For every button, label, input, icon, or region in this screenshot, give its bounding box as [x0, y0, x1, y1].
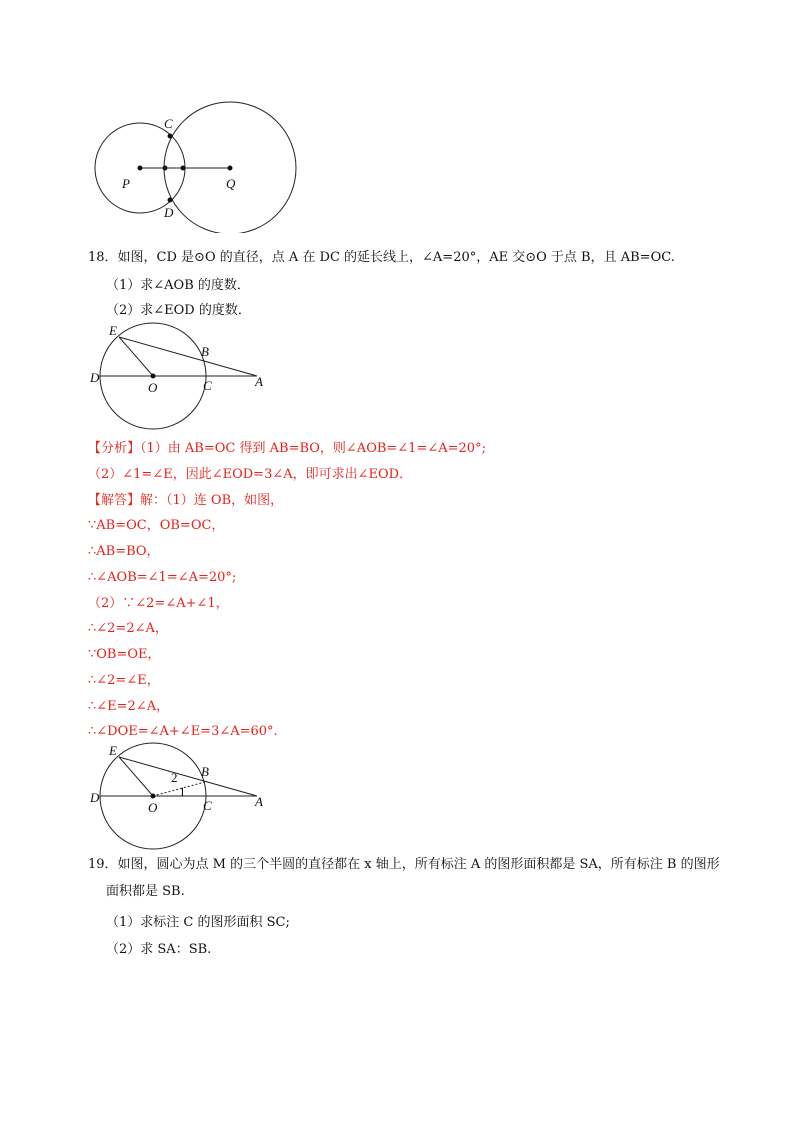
- q18-sub1: （1）求∠AOB 的度数．: [106, 278, 250, 293]
- q18-stem-text: 如图，CD 是⊙O 的直径，点 A 在 DC 的延长线上，∠A=20°，AE 交⊙O 于点 B，且 AB=OC.: [117, 250, 675, 265]
- q19-stem-text-1: 如图，圆心为点 M 的三个半圆的直径都在 x 轴上，所有标注 A 的图形面积都是 SA，所有标注 B 的图形: [117, 857, 720, 872]
- label-c: C: [164, 116, 173, 131]
- q19-sub2: （2）求 SA：SB.: [106, 942, 212, 957]
- line-ea: [119, 757, 257, 796]
- label-o: O: [148, 800, 158, 815]
- analysis-tag: 【分析】: [88, 441, 141, 456]
- point-o: [151, 374, 156, 379]
- label-a: A: [255, 374, 263, 389]
- point-d: [168, 198, 173, 203]
- point-o: [151, 794, 156, 799]
- analysis-text-1: （1）由 AB=OC 得到 AB=BO，则∠AOB=∠1=∠A=20°;: [140, 441, 486, 456]
- point-p: [138, 166, 143, 171]
- label-angle-1: 1: [179, 784, 186, 799]
- label-b: B: [201, 344, 209, 359]
- analysis-line-1: [88, 440, 486, 458]
- answer-step: ∴∠E=2∠A，: [88, 699, 170, 714]
- answer-step: ∴∠DOE=∠A+∠E=3∠A=60°.: [88, 724, 278, 739]
- line-eo: [119, 757, 153, 796]
- q19-number: 19．: [88, 857, 118, 872]
- answer-step: （2）∵∠2=∠A+∠1，: [88, 596, 229, 611]
- label-c: C: [203, 798, 212, 813]
- label-o: O: [148, 380, 158, 395]
- q18-sub2: （2）求∠EOD 的度数．: [106, 303, 251, 318]
- circle-o-figure: [85, 320, 275, 430]
- analysis-line-2: （2）∠1=∠E，因此∠EOD=3∠A，即可求出∠EOD．: [88, 467, 413, 482]
- label-c: C: [203, 378, 212, 393]
- answer-line: [88, 492, 283, 510]
- label-p: P: [122, 176, 130, 191]
- label-e: E: [109, 323, 117, 338]
- answer-step: ∴∠AOB=∠1=∠A=20°;: [88, 570, 237, 585]
- point-mid-1: [163, 166, 168, 171]
- answer-step: ∴∠2=∠E，: [88, 673, 160, 688]
- line-eo: [119, 337, 153, 376]
- point-c: [168, 134, 173, 139]
- label-a: A: [255, 794, 263, 809]
- label-b: B: [201, 764, 209, 779]
- q18-stem: [88, 249, 675, 267]
- answer-tag: 【解答】: [88, 493, 141, 508]
- point-q: [228, 166, 233, 171]
- label-angle-2: 2: [171, 770, 178, 785]
- circle-o-solution-figure: [85, 740, 275, 850]
- label-e: E: [109, 743, 117, 758]
- label-d: D: [164, 205, 174, 220]
- answer-step: ∵OB=OE，: [88, 647, 161, 662]
- label-d: D: [90, 790, 100, 805]
- label-q: Q: [226, 176, 236, 191]
- q19-stem-line-2: 面积都是 SB.: [106, 884, 185, 899]
- q19-sub1: （1）求标注 C 的图形面积 SC;: [106, 915, 290, 930]
- q18-number: 18．: [88, 250, 118, 265]
- answer-step: ∴AB=BO，: [88, 544, 160, 559]
- line-ea: [119, 337, 257, 376]
- label-d: D: [90, 370, 100, 385]
- two-circles-figure: [90, 98, 305, 233]
- answer-intro: 解：（1）连 OB，如图，: [140, 493, 284, 508]
- answer-step: ∴∠2=2∠A，: [88, 621, 168, 636]
- q19-stem-line-1: [88, 856, 720, 874]
- point-mid-2: [181, 166, 186, 171]
- answer-step: ∵AB=OC，OB=OC，: [88, 518, 225, 533]
